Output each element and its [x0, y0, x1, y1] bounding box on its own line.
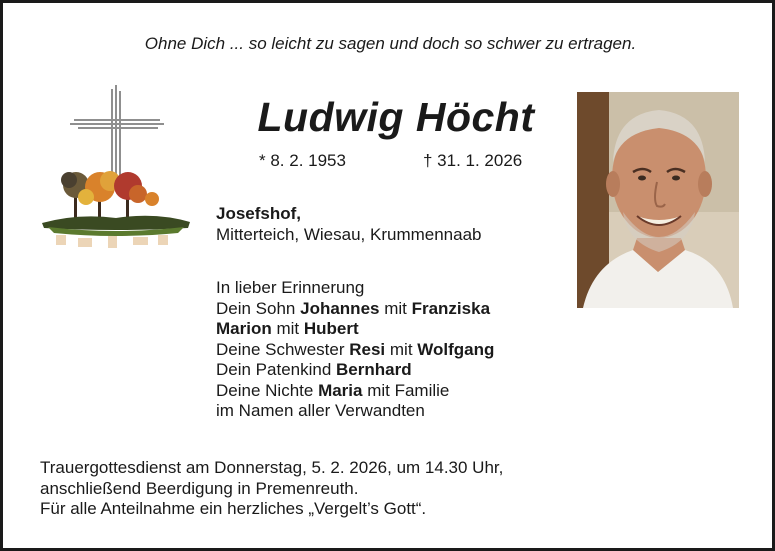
- mourners-block: [216, 278, 494, 422]
- residence-farm: Josefshof,: [216, 204, 302, 223]
- residence-block: [216, 204, 482, 245]
- death-date: † 31. 1. 2026: [423, 151, 523, 170]
- mourner-line-sister: Deine Schwester Resi mit Wolfgang: [216, 339, 495, 359]
- deceased-name: Ludwig Höcht: [257, 94, 535, 140]
- service-line-burial: anschließend Beerdigung in Premenreuth.: [40, 478, 359, 498]
- cross-illustration: [38, 85, 193, 260]
- mourner-line-son: Dein Sohn Johannes mit Franziska: [216, 298, 491, 318]
- residence-towns: Mitterteich, Wiesau, Krummennaab: [216, 224, 482, 244]
- portrait-photo: [577, 92, 739, 308]
- service-line-thanks: Für alle Anteilnahme ein herzliches „Vergelt’s Gott“.: [40, 499, 427, 518]
- motto: Ohne Dich ... so leicht zu sagen und doch so schwer zu ertragen.: [144, 34, 637, 53]
- mourner-line-marion: Marion mit Hubert: [216, 319, 359, 338]
- mourner-line-niece: Deine Nichte Maria mit Familie: [216, 380, 450, 400]
- mourners-intro: In lieber Erinnerung: [216, 278, 365, 297]
- service-info: [40, 458, 503, 520]
- service-line-mass: Trauergottesdienst am Donnerstag, 5. 2. 2026, um 14.30 Uhr,: [40, 458, 504, 477]
- mourner-line-godchild: Dein Patenkind Bernhard: [216, 360, 412, 379]
- birth-date: * 8. 2. 1953: [259, 151, 346, 170]
- mourner-line-relatives: im Namen aller Verwandten: [216, 401, 425, 420]
